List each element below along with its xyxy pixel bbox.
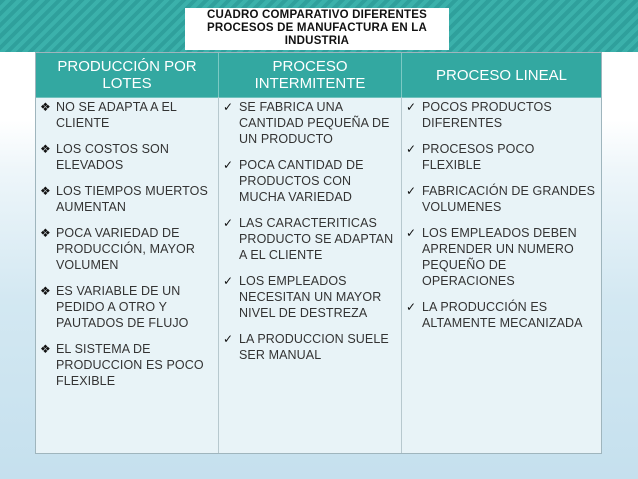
list-item	[223, 273, 397, 321]
diamond-bullet-icon: ❖	[40, 342, 51, 356]
list-item	[223, 99, 397, 147]
list-item	[223, 157, 397, 205]
header-cell-intermitente: PROCESO INTERMITENTE	[219, 53, 402, 97]
list-item-text: FABRICACIÓN DE GRANDES VOLUMENES	[422, 184, 596, 214]
header-cell-lineal: PROCESO LINEAL	[436, 66, 567, 84]
diamond-bullet-icon: ❖	[40, 100, 51, 114]
list-item-text: LOS COSTOS SON ELEVADOS	[56, 142, 170, 172]
list-item	[406, 225, 597, 289]
check-bullet-icon: ✓	[406, 300, 417, 314]
list-item-text: POCA VARIEDAD DE PRODUCCIÓN, MAYOR VOLUMEN	[56, 226, 195, 272]
table-body-row	[36, 97, 601, 453]
column-lotes	[36, 97, 219, 453]
list-item-text: PROCESOS POCO FLEXIBLE	[422, 142, 535, 172]
diamond-bullet-icon: ❖	[40, 142, 51, 156]
list-item-text: LA PRODUCCION SUELE SER MANUAL	[239, 332, 389, 362]
list-item-text: POCOS PRODUCTOS DIFERENTES	[422, 100, 552, 130]
list-item-text: NO SE ADAPTA A EL CLIENTE	[56, 100, 177, 130]
column-intermitente	[219, 97, 402, 453]
check-bullet-icon: ✓	[223, 216, 234, 230]
comparison-table	[35, 52, 602, 454]
list-item	[40, 99, 214, 131]
check-bullet-icon: ✓	[223, 332, 234, 346]
list-item	[406, 299, 597, 331]
list-item-text: LA PRODUCCIÓN ES ALTAMENTE MECANIZADA	[422, 300, 583, 330]
list-item	[406, 141, 597, 173]
check-bullet-icon: ✓	[223, 158, 234, 172]
check-bullet-icon: ✓	[406, 226, 417, 240]
list-item	[223, 331, 397, 363]
list-item	[40, 341, 214, 389]
list-item	[223, 215, 397, 263]
title-line-3: INDUSTRIA	[284, 35, 350, 47]
check-bullet-icon: ✓	[406, 100, 417, 114]
header-cell-lotes: PRODUCCIÓN POR LOTES	[36, 53, 219, 97]
list-item-text: LOS TIEMPOS MUERTOS AUMENTAN	[56, 184, 208, 214]
check-bullet-icon: ✓	[406, 142, 417, 156]
list-item	[40, 183, 214, 215]
list-item-text: LOS EMPLEADOS DEBEN APRENDER UN NUMERO PEQUEÑO DE OPERACIONES	[422, 226, 577, 288]
title-line-1: CUADRO COMPARATIVO DIFERENTES	[206, 9, 428, 21]
list-item	[40, 225, 214, 273]
list-item-text: POCA CANTIDAD DE PRODUCTOS CON MUCHA VARIEDAD	[239, 158, 364, 204]
diamond-bullet-icon: ❖	[40, 184, 51, 198]
list-item-text: SE FABRICA UNA CANTIDAD PEQUEÑA DE UN PRODUCTO	[239, 100, 390, 146]
column-lineal	[402, 97, 601, 453]
page-title	[185, 8, 449, 50]
list-item-text: EL SISTEMA DE PRODUCCION ES POCO FLEXIBLE	[56, 342, 204, 388]
table-header-row	[36, 53, 601, 98]
list-item-text: LAS CARACTERITICAS PRODUCTO SE ADAPTAN A EL CLIENTE	[239, 216, 394, 262]
list-item	[40, 283, 214, 331]
list-item-text: ES VARIABLE DE UN PEDIDO A OTRO Y PAUTADOS DE FLUJO	[56, 284, 189, 330]
diamond-bullet-icon: ❖	[40, 284, 51, 298]
check-bullet-icon: ✓	[223, 274, 234, 288]
title-line-2: PROCESOS DE MANUFACTURA EN LA	[206, 22, 428, 34]
list-item	[406, 183, 597, 215]
list-item	[406, 99, 597, 131]
list-item-text: LOS EMPLEADOS NECESITAN UN MAYOR NIVEL DE DESTREZA	[239, 274, 382, 320]
list-item	[40, 141, 214, 173]
check-bullet-icon: ✓	[406, 184, 417, 198]
check-bullet-icon: ✓	[223, 100, 234, 114]
diamond-bullet-icon: ❖	[40, 226, 51, 240]
